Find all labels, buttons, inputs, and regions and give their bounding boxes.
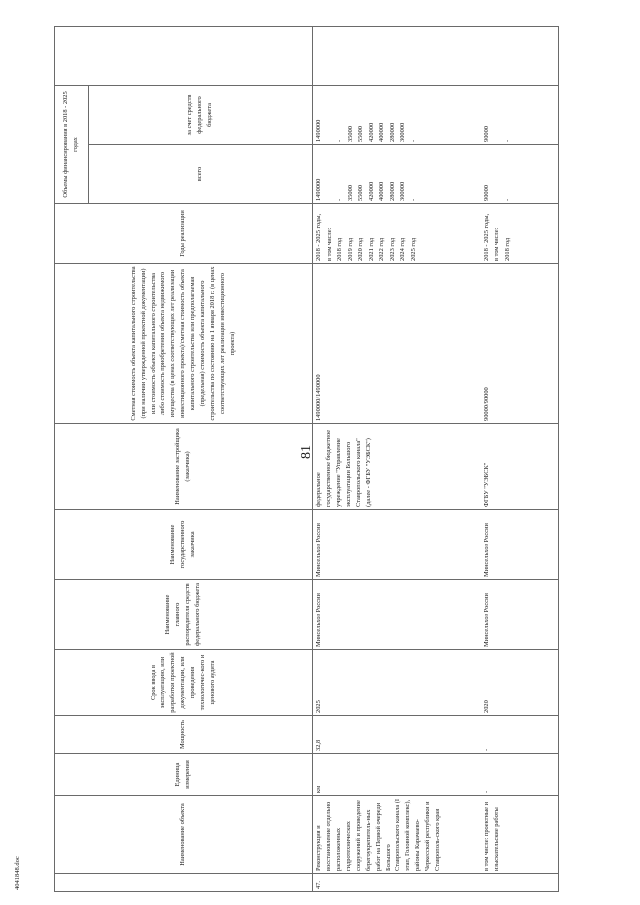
row-num [480,874,558,892]
row-capacity: 32,8 [312,716,480,754]
federal-value: - [409,139,417,142]
federal-value: 90000 [482,126,490,142]
table-row [312,26,480,891]
row-chief-manager: Минсельхоз России [312,580,480,650]
row-unit: - [480,754,558,796]
financing-table-sheet [54,27,559,892]
row-total [480,145,558,204]
table-row [480,26,558,891]
federal-value: 420000 [367,122,375,142]
federal-value [325,88,336,142]
total-value: - [409,198,417,201]
federal-value: 55000 [357,126,365,142]
year-line: 2018 год [503,237,511,261]
federal-value: - [336,139,344,142]
row-state-customer: Минсельхоз России [312,510,480,580]
row-federal [312,85,480,144]
row-developer: ФГБУ "УЭБСК" [480,424,558,510]
row-commissioning: 2025 [312,650,480,716]
row-extra [312,26,480,85]
year-line: 2018 - 2025 годы, [315,213,323,261]
col-years: Годы реализации [55,204,313,264]
row-object-name: Реконструкция и восстановление отдельно расположенных гидротехнических сооружений и проведение берегоукрепитель-ных работ на Первой очереди Большого Ставропольского канала (I этап, Головной комплекс), районы Карачаево-Черкесской республики и Ставрополь-ского края [312,796,480,874]
row-object-name: в том числе: проектные и изыскательские работы [480,796,558,874]
total-value [492,147,503,201]
federal-value: 300000 [399,122,407,142]
row-developer: федеральное государственное бюджетное учреждение "Управление эксплуатации Большого Ставропольского канала" (далее - ФГБУ "УЭБСК") [312,424,480,510]
col-commissioning: Срок ввода в эксплуатацию, или разработки проектной документации, или проведения технологичес-кого и ценового аудита [55,650,313,716]
col-state-customer: Наименование государственного заказчика [55,510,313,580]
col-chief-manager: Наименование главного распорядителя средств федерального бюджета [55,580,313,650]
year-line: 2025 год [409,237,417,261]
federal-value: 280000 [388,122,396,142]
col-unit: Единица измерения [55,754,313,796]
total-value: 300000 [399,181,407,201]
total-value: 35000 [346,185,354,201]
federal-value [492,88,503,142]
col-total: всего [88,145,312,204]
footer-filename: 4041848.doc [14,856,21,890]
col-object-name: Наименование объекта [55,796,313,874]
row-cost: 90000/90000 [480,264,558,424]
total-value: - [503,198,511,201]
col-federal: за счет средств федерального бюджета [88,85,312,144]
year-line: 2023 год [388,237,396,261]
year-line: 2018 - 2025 годы, [482,213,490,261]
col-extra [55,26,313,85]
row-federal [480,85,558,144]
col-capacity: Мощность [55,716,313,754]
total-value: 420000 [367,181,375,201]
row-state-customer: Минсельхоз России [480,510,558,580]
row-extra [480,26,558,85]
row-num: 47. [312,874,480,892]
col-funding-group: Объемы финансирования в 2018 - 2025 годах [55,85,89,203]
row-total [312,145,480,204]
row-years [480,204,558,264]
federal-value: 35000 [346,126,354,142]
financing-table [54,26,559,892]
total-value: 1490000 [315,178,323,201]
federal-value: 400000 [378,122,386,142]
row-capacity: - [480,716,558,754]
year-line: в том числе: [493,227,501,261]
year-line: в том числе: [325,227,333,261]
year-line: 2019 год [346,237,354,261]
total-value: 280000 [388,181,396,201]
year-line: 2020 год [357,237,365,261]
federal-value: - [503,139,511,142]
total-value: 55000 [357,185,365,201]
col-num [55,874,313,892]
row-cost: 1490000/1490000 [312,264,480,424]
col-estimated-cost: Сметная стоимость объекта капитального строительства (при наличии утвержденной проектной документации) или стоимость объекта капитального строительства либо стоимость приобретения объекта недвижимого имущества (в ценах соответствующих лет реализации инвестиционного проекта)/сметная стоимость объекта капитального строительства или предполагаемая (предельная) стоимость объекта капитального строительства по состоянию на 1 января 2018 г. (в ценах соответствующих лет реализации инвестиционного проекта) [55,264,313,424]
row-chief-manager: Минсельхоз России [480,580,558,650]
total-value: 90000 [482,185,490,201]
federal-value: 1490000 [315,119,323,142]
page-number: 81 [299,445,314,459]
total-value: 400000 [378,181,386,201]
year-line: 2021 год [367,237,375,261]
year-line: 2022 год [378,237,386,261]
total-value: - [336,198,344,201]
year-line: 2018 год [336,237,344,261]
row-unit: км [312,754,480,796]
col-developer: Наименование застройщика (заказчика) [55,424,313,510]
year-line: 2024 год [399,237,407,261]
row-years [312,204,480,264]
row-commissioning: 2020 [480,650,558,716]
total-value [325,147,336,201]
